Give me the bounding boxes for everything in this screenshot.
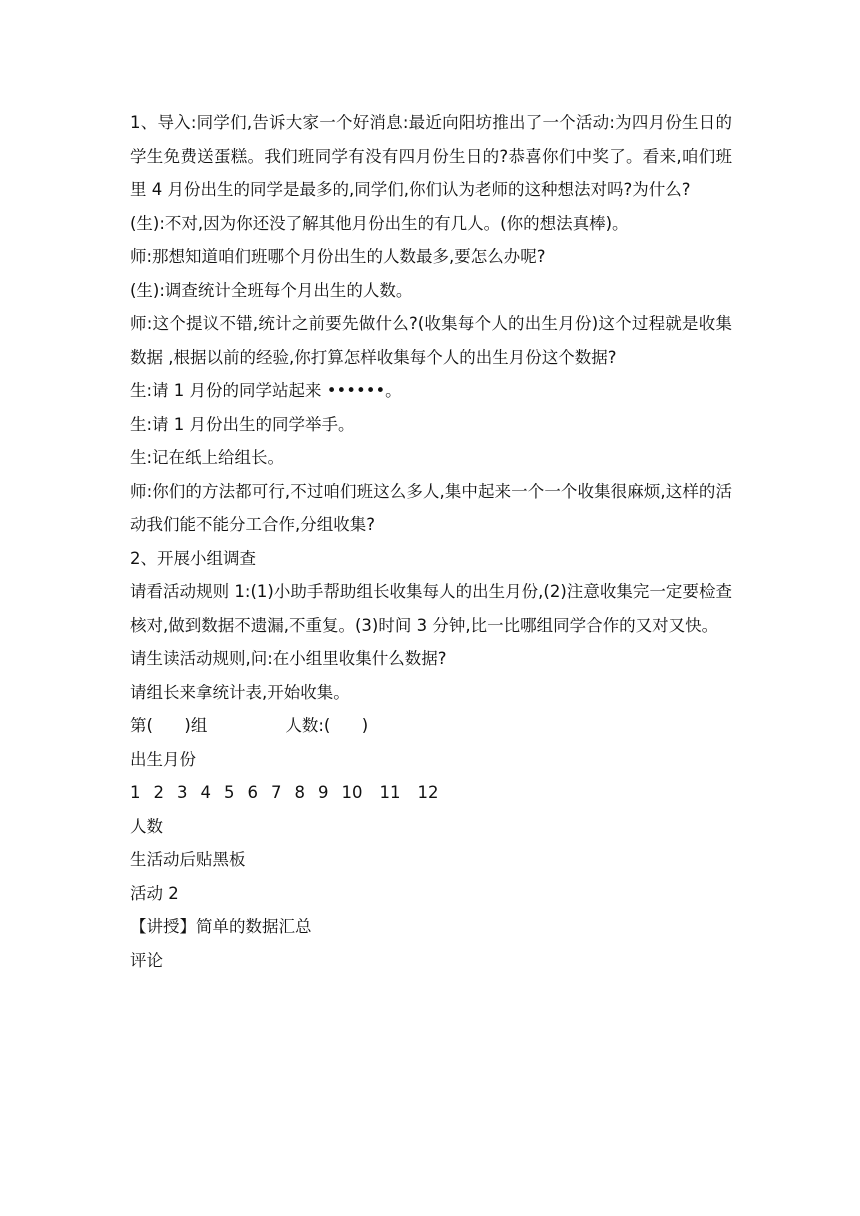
paragraph-activity-rules: 请看活动规则 1:(1)小助手帮助组长收集每人的出生月份,(2)注意收集完一定要检查核对,做到数据不遗漏,不重复。(3)时间 3 分钟,比一比哪组同学合作的又对又快。 [130,582,732,635]
form-month: 1 [130,783,141,802]
paragraph-teacher-question-2: 师:这个提议不错,统计之前要先做什么?(收集每个人的出生月份)这个过程就是收集数据 ,根据以前的经验,你打算怎样收集每个人的出生月份这个数据? [130,314,732,367]
form-month: 3 [177,783,188,802]
form-group-label: 第( )组 [130,716,208,735]
form-birth-month-label: 出生月份 [130,749,196,769]
paragraph-student-answer-2: (生):调查统计全班每个月出生的人数。 [130,280,413,300]
paragraph-activity-2: 活动 2 [130,883,179,903]
paragraph-student-method-2: 生:请 1 月份出生的同学举手。 [130,414,355,434]
paragraph-post-activity: 生活动后贴黑板 [130,850,246,869]
form-month: 5 [224,783,235,802]
paragraph-read-rules: 请生读活动规则,问:在小组里收集什么数据? [130,649,447,668]
paragraph-start-collect: 请组长来拿统计表,开始收集。 [130,682,350,702]
form-month: 12 [417,783,439,802]
paragraph-student-method-1: 生:请 1 月份的同学站起来 ••••••。 [130,381,402,400]
paragraph-lecture-heading: 【讲授】简单的数据汇总 [130,917,312,936]
form-count-label: 人数:( ) [285,716,369,735]
paragraph-teacher-summary: 师:你们的方法都可行,不过咱们班这么多人,集中起来一个一个收集很麻烦,这样的活动我们能不能分工合作,分组收集? [130,481,732,534]
paragraph-review: 评论 [130,950,163,970]
form-month: 9 [318,783,329,802]
paragraph-intro: 1、导入:同学们,告诉大家一个好消息:最近向阳坊推出了一个活动:为四月份生日的学生免费送蛋糕。我们班同学有没有四月份生日的?恭喜你们中奖了。看来,咱们班里 4 月份出生的同学是最多的,同学们,你们认为老师的这种想法对吗?为什么? [130,113,732,199]
document-body [130,106,732,977]
paragraph-teacher-question-1: 师:那想知道咱们班哪个月份出生的人数最多,要怎么办呢? [130,247,546,266]
form-group-line [130,709,732,743]
form-month: 4 [200,783,211,802]
form-month-row [130,776,732,810]
form-month: 8 [294,783,305,802]
form-month: 10 [341,783,363,802]
form-month: 2 [153,783,164,802]
paragraph-student-method-3: 生:记在纸上给组长。 [130,448,285,467]
section-heading-group-survey: 2、开展小组调查 [130,548,256,568]
form-month: 7 [271,783,282,802]
form-month: 6 [247,783,258,802]
paragraph-student-answer-1: (生):不对,因为你还没了解其他月份出生的有几人。(你的想法真棒)。 [130,213,629,233]
form-people-label: 人数 [130,816,163,836]
form-month: 11 [379,783,401,802]
